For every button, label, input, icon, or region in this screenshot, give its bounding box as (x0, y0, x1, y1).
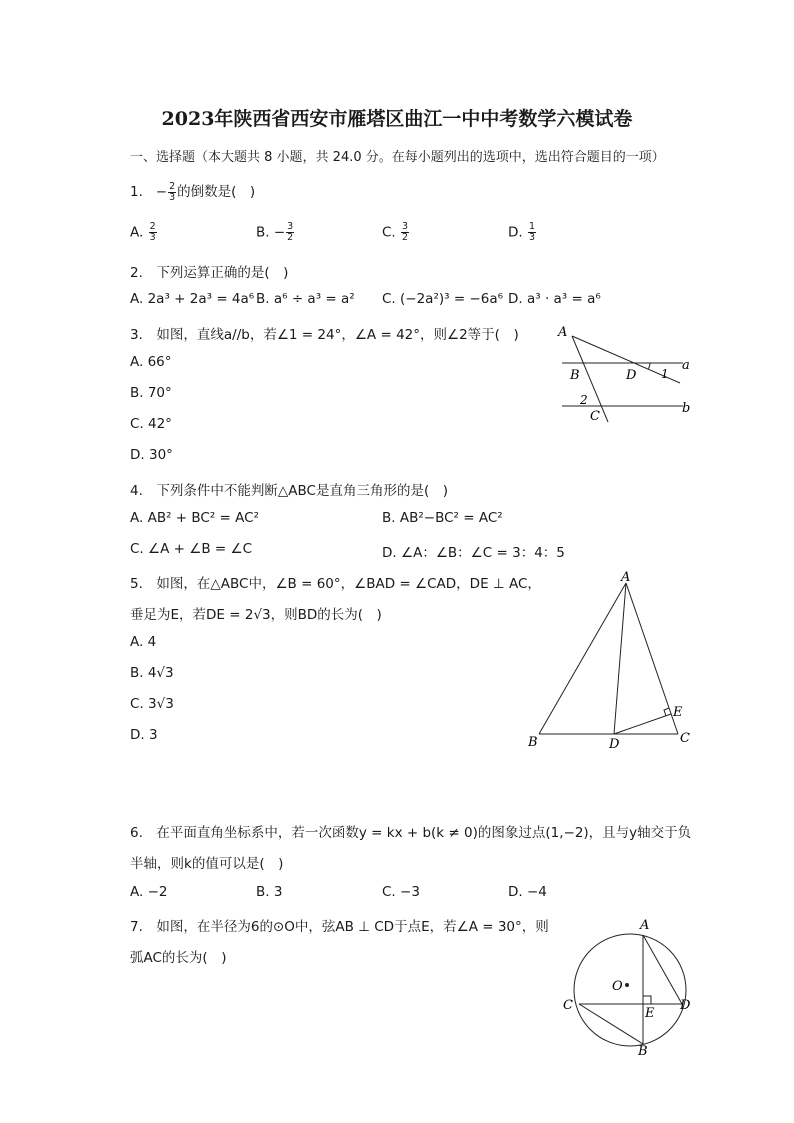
q1-option-a[interactable]: A. $\frac{2}{3}$ (130, 221, 156, 243)
q1-number: 1. (130, 184, 143, 200)
q4-option-b[interactable]: B. AB²−BC² = AC² (382, 510, 503, 526)
q3-option-d[interactable]: D. 30° (130, 447, 173, 463)
label-D: D (626, 368, 637, 383)
angle-1-arc (648, 363, 650, 369)
q6-option-a[interactable]: A. −2 (130, 884, 168, 900)
side-ab (539, 583, 626, 734)
label-C: C (680, 731, 690, 746)
question-2: 2. 下列运算正确的是( ) (130, 265, 289, 281)
label-A: A (621, 570, 631, 585)
q3-option-c[interactable]: C. 42° (130, 416, 172, 432)
label-C: C (563, 998, 573, 1013)
label-b: b (682, 401, 691, 416)
question-7-line-1: 7. 如图，在半径为6的⊙O中，弦AB ⊥ CD于点E，若∠A = 30°，则 (130, 919, 549, 935)
question-6-line-1: 6. 在平面直角坐标系中，若一次函数y = kx + b(k ≠ 0)的图象过点(1,−2)，且与y轴交于负 (130, 825, 692, 841)
q2-option-c[interactable]: C. (−2a²)³ = −6a⁶ (382, 291, 504, 307)
label-B: B (528, 735, 538, 750)
label-E: E (673, 705, 683, 720)
question-6-line-2: 半轴，则k的值可以是( ) (130, 856, 284, 872)
circle-o (574, 934, 686, 1046)
q6-option-c[interactable]: C. −3 (382, 884, 420, 900)
q6-option-b[interactable]: B. 3 (256, 884, 283, 900)
label-D: D (609, 737, 620, 752)
q4-option-c[interactable]: C. ∠A + ∠B = ∠C (130, 541, 253, 557)
segment-ad (614, 583, 626, 734)
q5-option-b[interactable]: B. 4√3 (130, 665, 174, 681)
label-O: O (612, 979, 623, 994)
q3-figure (550, 322, 700, 427)
section-heading: 一、选择题（本大题共 8 小题，共 24.0 分。在每小题列出的选项中，选出符合题目的一项） (130, 150, 665, 165)
segment-cb (579, 1004, 643, 1044)
segment-ad (643, 935, 682, 1004)
q5-option-a[interactable]: A. 4 (130, 634, 157, 650)
q1-option-d[interactable]: D. $\frac{1}{3}$ (508, 221, 536, 243)
label-A: A (558, 325, 568, 340)
question-1: 1. − $\frac{2}{3}$ 的倒数是( ) (130, 180, 256, 203)
question-3: 3. 如图，直线a//b，若∠1 = 24°，∠A = 42°，则∠2等于( ) (130, 327, 519, 343)
right-angle-mark (643, 996, 651, 1004)
q1-option-b[interactable]: B. − $\frac{3}{2}$ (256, 221, 294, 243)
label-A: A (640, 918, 650, 933)
label-a: a (682, 358, 690, 373)
segment-de (614, 714, 671, 734)
q3-option-a[interactable]: A. 66° (130, 354, 172, 370)
q1-option-c[interactable]: C. $\frac{3}{2}$ (382, 221, 409, 243)
page-title: 2023年陕西省西安市雁塔区曲江一中中考数学六模试卷 (161, 108, 633, 130)
q1-fraction: $\frac{2}{3}$ (169, 180, 176, 203)
q6-option-d[interactable]: D. −4 (508, 884, 547, 900)
label-C: C (590, 409, 600, 424)
label-2: 2 (580, 393, 588, 407)
label-1: 1 (661, 367, 669, 381)
question-4: 4. 下列条件中不能判断△ABC是直角三角形的是( ) (130, 483, 448, 499)
q3-option-b[interactable]: B. 70° (130, 385, 172, 401)
label-E: E (645, 1006, 655, 1021)
label-B: B (570, 368, 580, 383)
q4-option-d[interactable]: D. ∠A：∠B：∠C = 3：4：5 (382, 545, 565, 561)
question-7-line-2: 弧AC的长为( ) (130, 950, 227, 966)
q5-option-c[interactable]: C. 3√3 (130, 696, 174, 712)
q4-option-a[interactable]: A. AB² + BC² = AC² (130, 510, 259, 526)
side-ac (626, 583, 678, 734)
q5-option-d[interactable]: D. 3 (130, 727, 158, 743)
q2-option-a[interactable]: A. 2a³ + 2a³ = 4a⁶ (130, 291, 255, 307)
question-5-line-1: 5. 如图，在△ABC中，∠B = 60°，∠BAD = ∠CAD，DE ⊥ AC， (130, 576, 541, 592)
q5-figure (525, 568, 700, 753)
center-o (625, 983, 629, 987)
q7-figure (560, 912, 700, 1057)
label-B: B (638, 1044, 648, 1057)
q2-option-d[interactable]: D. a³ · a³ = a⁶ (508, 291, 601, 307)
label-D: D (680, 998, 691, 1013)
q2-option-b[interactable]: B. a⁶ ÷ a³ = a² (256, 291, 355, 307)
question-5-line-2: 垂足为E，若DE = 2√3，则BD的长为( ) (130, 607, 382, 623)
